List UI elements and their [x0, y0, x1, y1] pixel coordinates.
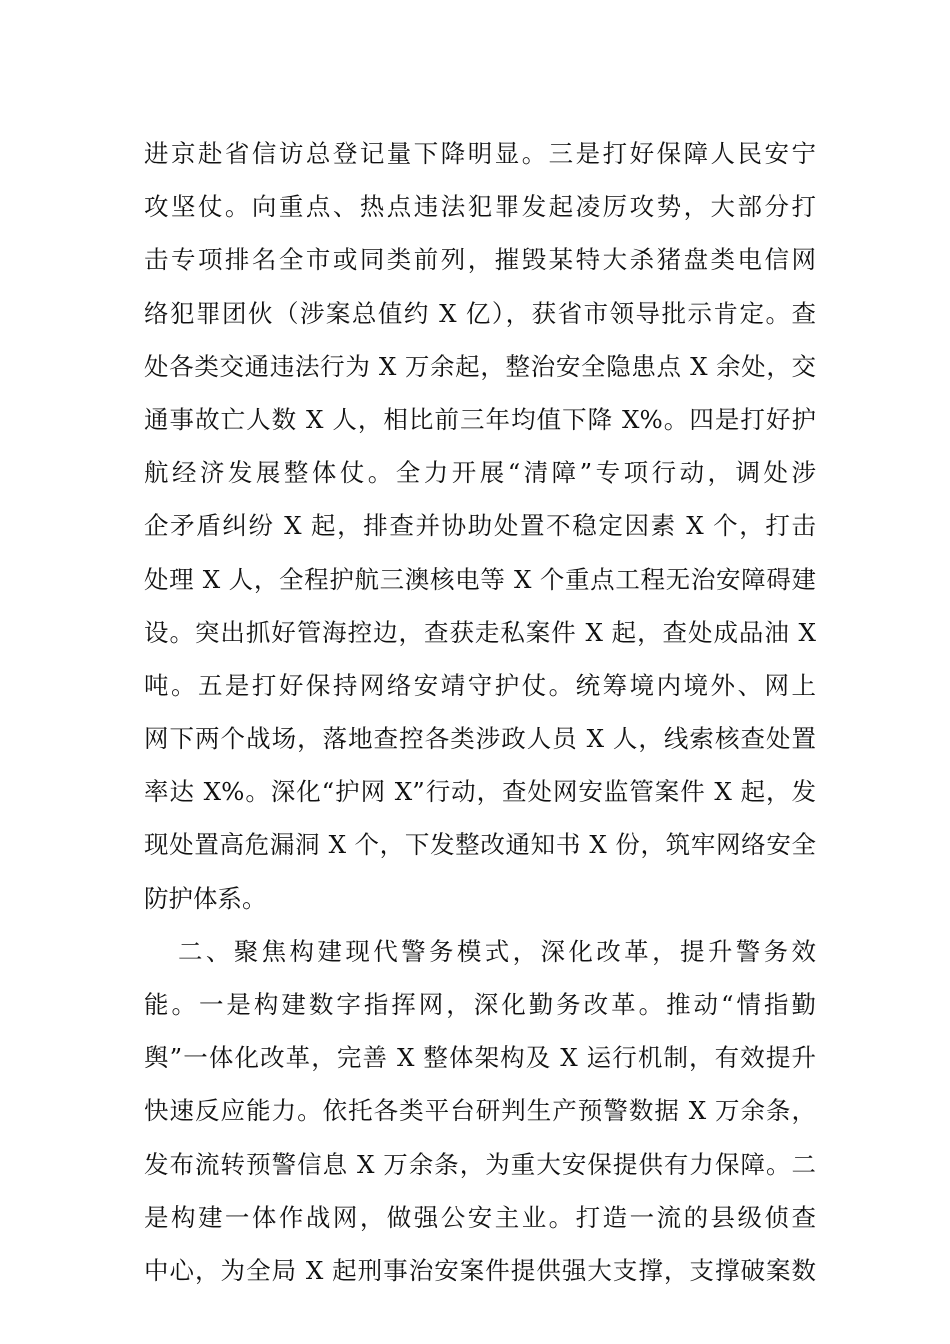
section-heading-line: 二、聚焦构建现代警务模式，深化改革，提升警务效 [178, 936, 816, 966]
paragraph-line: 击专项排名全市或同类前列，摧毁某特大杀猪盘类电信网 [144, 245, 816, 275]
paragraph-line: 舆”一体化改革，完善 X 整体架构及 X 运行机制，有效提升 [144, 1043, 816, 1073]
paragraph-line: 处理 X 人，全程护航三澳核电等 X 个重点工程无治安障碍建 [144, 564, 816, 594]
paragraph-line: 企矛盾纠纷 X 起，排查并协助处置不稳定因素 X 个，打击 [144, 511, 816, 541]
paragraph-line: 处各类交通违法行为 X 万余起，整治安全隐患点 X 余处，交 [144, 351, 816, 381]
paragraph-line: 吨。五是打好保持网络安靖守护仗。统筹境内境外、网上 [144, 670, 816, 700]
paragraph-line: 通事故亡人数 X 人，相比前三年均值下降 X%。四是打好护 [144, 404, 816, 434]
paragraph-line: 中心，为全局 X 起刑事治安案件提供强大支撑，支撑破案数 [144, 1255, 816, 1285]
paragraph-line: 能。一是构建数字指挥网，深化勤务改革。推动“情指勤 [144, 990, 816, 1019]
paragraph-line: 络犯罪团伙（涉案总值约 X 亿），获省市领导批示肯定。查 [144, 298, 816, 328]
paragraph-line: 航经济发展整体仗。全力开展“清障”专项行动，调处涉 [144, 458, 816, 488]
paragraph-line: 是构建一体作战网，做强公安主业。打造一流的县级侦查 [144, 1202, 816, 1232]
paragraph-line: 设。突出抓好管海控边，查获走私案件 X 起，查处成品油 X [144, 617, 816, 647]
paragraph-line: 攻坚仗。向重点、热点违法犯罪发起凌厉攻势，大部分打 [144, 192, 816, 222]
paragraph-line: 进京赴省信访总登记量下降明显。三是打好保障人民安宁 [144, 139, 816, 168]
body-text [144, 127, 816, 1297]
paragraph-line: 发布流转预警信息 X 万余条，为重大安保提供有力保障。二 [144, 1149, 816, 1179]
paragraph-line: 防护体系。 [144, 883, 267, 913]
paragraph-line: 率达 X%。深化“护网 X”行动，查处网安监管案件 X 起，发 [144, 777, 816, 807]
paragraph-line: 网下两个战场，落地查控各类涉政人员 X 人，线索核查处置 [144, 724, 816, 754]
paragraph-line: 快速反应能力。依托各类平台研判生产预警数据 X 万余条， [144, 1096, 816, 1126]
paragraph-line: 现处置高危漏洞 X 个，下发整改通知书 X 份，筑牢网络安全 [144, 830, 816, 860]
